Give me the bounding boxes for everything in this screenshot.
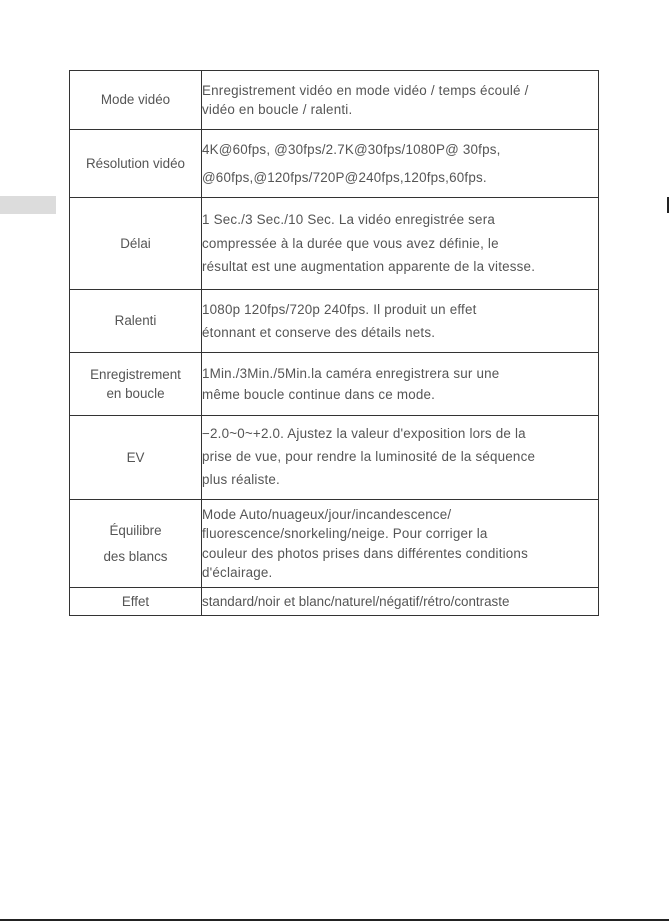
table-row-boucle — [70, 353, 599, 416]
row-label: Ralenti — [70, 290, 202, 353]
row-label: Effet — [70, 588, 202, 616]
row-label: Mode vidéo — [70, 71, 202, 130]
video-settings-table — [69, 70, 599, 616]
row-description: −2.0~0~+2.0. Ajustez la valeur d'exposition lors de la prise de vue, pour rendre la luminosité de la séquence plus réaliste. — [202, 416, 599, 500]
row-description: Enregistrement vidéo en mode vidéo / temps écoulé / vidéo en boucle / ralenti. — [202, 71, 599, 130]
table-row-delai — [70, 198, 599, 290]
row-description: standard/noir et blanc/naturel/négatif/rétro/contraste — [202, 588, 599, 616]
table-row-equilibre-blancs — [70, 500, 599, 588]
row-label: Équilibre des blancs — [70, 500, 202, 588]
table-row-resolution — [70, 130, 599, 198]
table-row-ralenti — [70, 290, 599, 353]
row-description: 4K@60fps, @30fps/2.7K@30fps/1080P@ 30fps, @60fps,@120fps/720P@240fps,120fps,60fps. — [202, 130, 599, 198]
row-description: 1080p 120fps/720p 240fps. Il produit un effet étonnant et conserve des détails nets. — [202, 290, 599, 353]
page-side-tab — [0, 196, 56, 214]
row-label: Enregistrement en boucle — [70, 353, 202, 416]
table-row-effet — [70, 588, 599, 616]
table-row-ev — [70, 416, 599, 500]
row-description: 1Min./3Min./5Min.la caméra enregistrera sur une même boucle continue dans ce mode. — [202, 353, 599, 416]
table-row-mode-video — [70, 71, 599, 130]
row-label: Délai — [70, 198, 202, 290]
row-label: Résolution vidéo — [70, 130, 202, 198]
row-description: Mode Auto/nuageux/jour/incandescence/ fluorescence/snorkeling/neige. Pour corriger la couleur des photos prises dans différentes conditions d'éclairage. — [202, 500, 599, 588]
row-description: 1 Sec./3 Sec./10 Sec. La vidéo enregistrée sera compressée à la durée que vous avez définie, le résultat est une augmentation apparente de la vitesse. — [202, 198, 599, 290]
row-label: EV — [70, 416, 202, 500]
